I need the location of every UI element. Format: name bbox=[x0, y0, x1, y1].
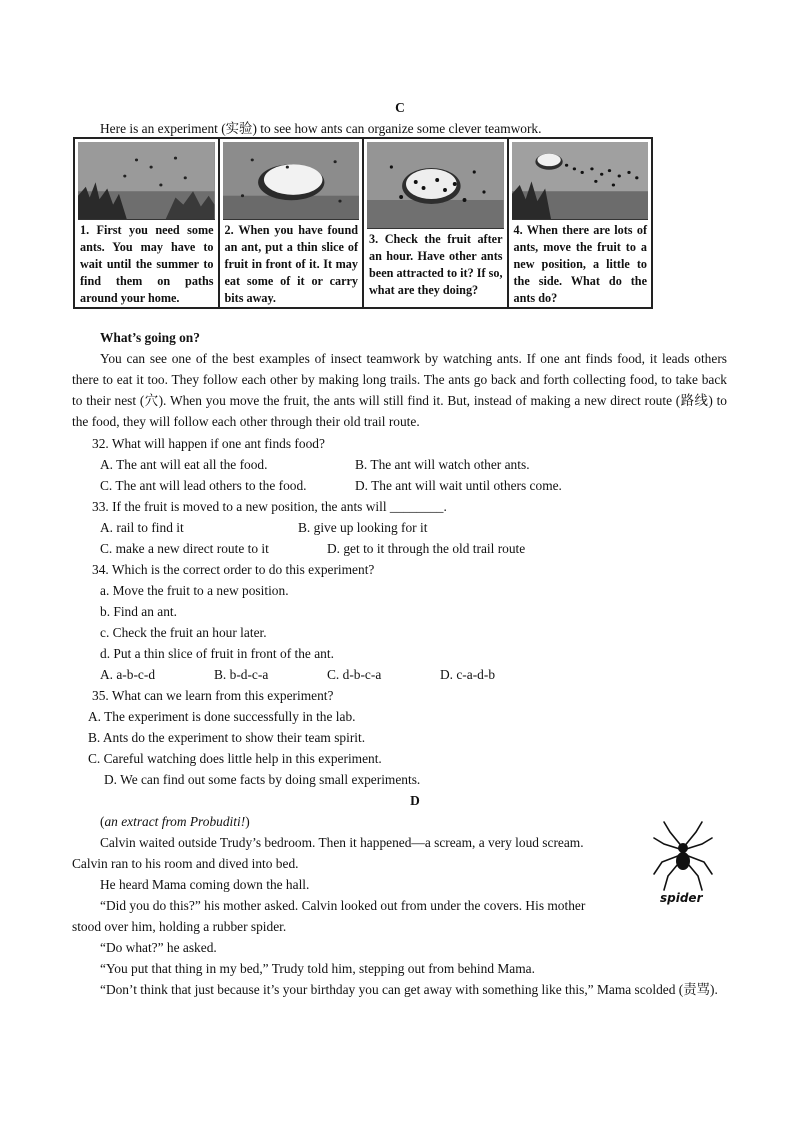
step-1-text: 1. First you need some ants. You may have to wait until the summer to find them on paths around your home. bbox=[80, 223, 214, 305]
step-3-photo bbox=[367, 142, 504, 229]
q34-item-d: d. Put a thin slice of fruit in front of the ant. bbox=[100, 646, 334, 661]
q34-option-c: C. d-b-c-a bbox=[327, 667, 382, 682]
q32-stem: 32. What will happen if one ant finds food? bbox=[92, 436, 325, 451]
experiment-step-4 bbox=[509, 139, 652, 307]
q35-option-b: B. Ants do the experiment to show their team spirit. bbox=[88, 730, 366, 745]
experiment-step-2 bbox=[220, 139, 365, 307]
q32-option-d: D. The ant will wait until others come. bbox=[355, 478, 562, 493]
experiment-step-1 bbox=[75, 139, 220, 307]
q35-stem: 35. What can we learn from this experiment? bbox=[92, 688, 334, 703]
extract-close-paren: ) bbox=[245, 814, 250, 829]
q34-option-a: A. a-b-c-d bbox=[100, 667, 156, 682]
experiment-steps-table bbox=[73, 137, 653, 309]
q32-option-c: C. The ant will lead others to the food. bbox=[100, 478, 307, 493]
q35-option-c: C. Careful watching does little help in this experiment. bbox=[88, 751, 382, 766]
section-c-paragraph bbox=[72, 348, 727, 432]
q34-item-a: a. Move the fruit to a new position. bbox=[100, 583, 289, 598]
story-p4: “Do what?” he asked. bbox=[100, 940, 217, 955]
section-c-heading: C bbox=[395, 100, 405, 115]
q34-item-c: c. Check the fruit an hour later. bbox=[100, 625, 267, 640]
story-p2: He heard Mama coming down the hall. bbox=[100, 877, 310, 892]
q34-option-d: D. c-a-d-b bbox=[440, 667, 496, 682]
section-d-extract-note bbox=[100, 811, 250, 832]
section-c-intro: Here is an experiment (实验) to see how ants can organize some clever teamwork. bbox=[100, 121, 542, 136]
section-c-paragraph-text: You can see one of the best examples of insect teamwork by watching ants. If one ant finds food, it leads others there to eat it too. They follow each other by making long trails. The ants go back and forth collecting food, to take back to their nest (穴). When you move the fruit, the ants will still find it. But, instead of making a new direct route (路线) to the food, they will follow each other through their old trail route. bbox=[72, 351, 727, 429]
q33-stem: 33. If the fruit is moved to a new position, the ants will ________. bbox=[92, 499, 447, 514]
section-d-heading: D bbox=[410, 793, 420, 808]
step-3-text: 3. Check the fruit after an hour. Have other ants been attracted to it? If so, what are they doing? bbox=[369, 232, 503, 297]
step-1-photo bbox=[78, 142, 215, 220]
extract-open-paren: ( bbox=[100, 814, 105, 829]
q33-option-b: B. give up looking for it bbox=[298, 520, 428, 535]
section-c-subheading: What’s going on? bbox=[100, 330, 200, 345]
story-p6-text: “Don’t think that just because it’s your birthday you can get away with something like this,” Mama scolded (责骂). bbox=[100, 982, 718, 997]
step-2-photo bbox=[223, 142, 360, 220]
q33-option-c: C. make a new direct route to it bbox=[100, 541, 269, 556]
q34-stem: 34. Which is the correct order to do this experiment? bbox=[92, 562, 375, 577]
q35-option-d: D. We can find out some facts by doing small experiments. bbox=[104, 772, 421, 787]
step-4-text: 4. When there are lots of ants, move the fruit to a new position, a little to the side. What do the ants do? bbox=[513, 223, 647, 305]
q34-option-b: B. b-d-c-a bbox=[214, 667, 269, 682]
step-2-text: 2. When you have found an ant, put a thin slice of fruit in front of it. It may eat some of it or carry bits away. bbox=[224, 223, 358, 305]
story-p1-line1: Calvin waited outside Trudy’s bedroom. Then it happened—a scream, a very loud scream. bbox=[100, 835, 584, 850]
story-p3-line1: “Did you do this?” his mother asked. Calvin looked out from under the covers. His mother bbox=[100, 898, 586, 913]
experiment-step-3 bbox=[364, 139, 509, 307]
q34-item-b: b. Find an ant. bbox=[100, 604, 177, 619]
extract-source: an extract from Probuditi! bbox=[104, 814, 246, 829]
step-4-photo bbox=[512, 142, 649, 220]
spider-label: spider bbox=[660, 891, 703, 905]
story-p5: “You put that thing in my bed,” Trudy told him, stepping out from behind Mama. bbox=[100, 961, 535, 976]
q33-option-a: A. rail to find it bbox=[100, 520, 184, 535]
story-p1-line2: Calvin ran to his room and dived into bed. bbox=[72, 856, 299, 871]
q32-option-a: A. The ant will eat all the food. bbox=[100, 457, 268, 472]
q32-option-b: B. The ant will watch other ants. bbox=[355, 457, 530, 472]
story-p6 bbox=[72, 979, 727, 1000]
q35-option-a: A. The experiment is done successfully in the lab. bbox=[88, 709, 356, 724]
story-p3-line2: stood over him, holding a rubber spider. bbox=[72, 919, 287, 934]
q33-option-d: D. get to it through the old trail route bbox=[327, 541, 526, 556]
